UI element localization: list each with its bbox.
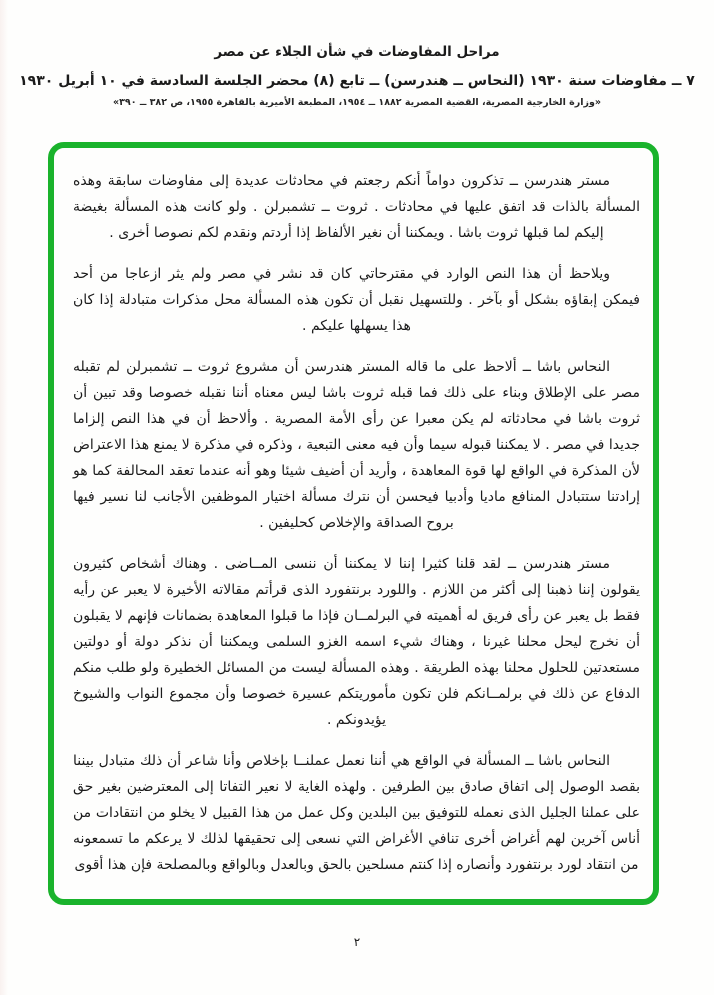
document-subtitle-session-line: ٧ ــ مفاوضات سنة ١٩٣٠ (النحاس ــ هندرسن) ــ تابع (٨) محضر الجلسة السادسة في ١٠ أبريل ١٩٣٠ [19, 73, 695, 89]
paragraph-nahhas-reply-1: النحاس باشا ــ ألاحظ على ما قاله المستر هندرسن أن مشروع ثروت ــ تشمبرلن لم تقبله مصر على الإطلاق وبناء على ذلك فما قبله ثروت باشا ليس معناه أننا نقبله خصوصا وقد تبين أن ثروت باشا في محادثاته لم يكن معبرا عن رأى الأمة المصرية . وألاحظ أن في هذا النص إلزاما جديدا في مصر . لا يمكننا قبوله سيما وأن فيه معنى التبعية ، وذكره في مذكرة لا يمنع هذا الاعتراض لأن المذكرة في الواقع لها قوة المعاهدة ، وأريد أن أضيف شيئا وهو أنه عندما تعقد المحالفة كما هو إرادتنا ستتبادل المنافع ماديا وأدبيا فيحسن أن نترك مسألة اختيار الموظفين الأجانب لنا نسير فيها بروح الصداقة والإخلاص كحليفين . [73, 359, 640, 531]
paragraph-henderson-remark-3: مستر هندرسن ــ لقد قلنا كثيرا إننا لا يمكننا أن ننسى المــاضى . وهناك أشخاص كثيرون يقولون إننا ذهبنا إلى أكثر من اللازم . واللورد برنتفورد الذى قرأتم مقالاته الأخيرة لا يعبر عن رأيه فقط بل يعبر عن رأى فريق له أهميته في البرلمــان فإذا ما قبلوا المعاهدة بضمانات فإنهم لا يقبلون أن نخرج ليحل محلنا غيرنا ، وهناك شيء اسمه الغزو السلمى ويمكننا أن نذكر دولة أو دولتين مستعدتين للحلول محلنا بهذه الطريقة . وهذه المسألة ليست من المسائل الخطيرة ولو طلب منكم الدفاع عن ذلك في برلمــانكم فلن تكون مأموريتكم عسيرة خصوصا وأن مجموع النواب والشيوخ يؤيدونكم . [73, 556, 640, 728]
paragraph-nahhas-reply-2: النحاس باشا ــ المسألة في الواقع هي أننا نعمل عملنــا بإخلاص وأنا شاعر أن ذلك متبادل بيننا بقصد الوصول إلى اتفاق صادق بين الطرفين . ولهذه الغاية لا نعير التفاتا إلى المعترضين بغير حق على عملنا الجليل الذى نعمله للتوفيق بين البلدين وكل عمل من هذا القبيل لا يخلو من انتقادات من أناس آخرين لهم أغراض أخرى تنافي الأغراض التي نسعى إلى تحقيقها لذلك لا يرعكم ما تسمعونه من انتقاد لورد برنتفورد وأنصاره إذا كنتم مسلحين بالحق وبالعدل وبالواقع وبالمصلحة فإن هذا أقوى [73, 753, 640, 873]
document-title: مراحل المفاوضات في شأن الجلاء عن مصر [214, 44, 500, 60]
paragraph-henderson-remark-2: ويلاحظ أن هذا النص الوارد في مقترحاتي كان قد نشر في مصر ولم يثر ازعاجا من أحد فيمكن إبقاؤه بشكل أو بآخر . وللتسهيل نقبل أن تكون هذه المسألة محل مذكرات متبادلة إذا كان هذا يسهلها عليكم . [73, 266, 640, 334]
document-body [73, 168, 640, 893]
paragraph-henderson-remark-1: مستر هندرسن ــ تذكرون دواماً أنكم رجعتم في محادثات عديدة إلى مفاوضات سابقة وهذه المسألة بالذات قد اتفق عليها في محادثات . ثروت ــ تشمبرلن . ولو كانت هذه المسألة بغيضة إليكم لما قبلها ثروت باشا . ويمكننا أن نغير الألفاظ إذا أردتم ونقدم لكم نصوصا أخرى . [73, 173, 640, 241]
page-number: ٢ [353, 935, 361, 949]
document-source-citation: «وزارة الخارجية المصرية، القضية المصرية ١٨٨٢ ــ ١٩٥٤، المطبعة الأميرية بالقاهرة ١٩٥٥، ص ٣٨٢ ــ ٣٩٠» [112, 97, 602, 108]
document-header [0, 44, 714, 108]
